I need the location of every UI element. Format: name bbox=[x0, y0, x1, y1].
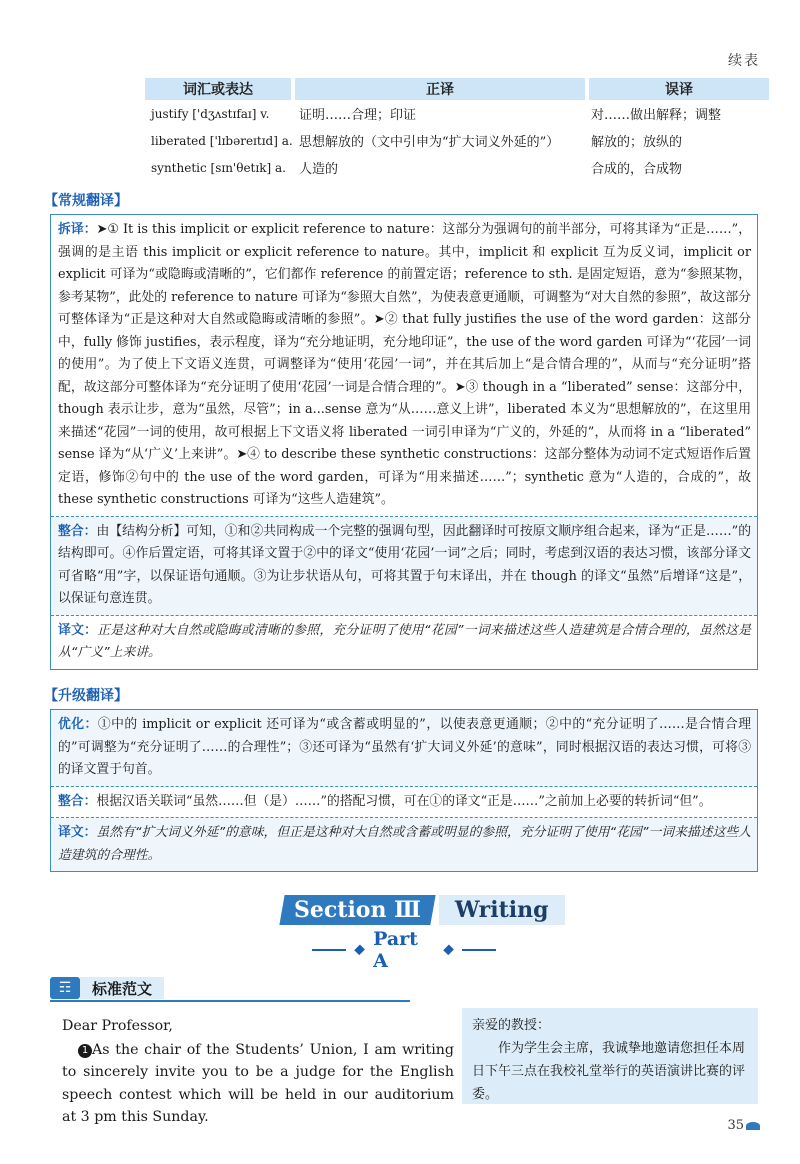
page-number bbox=[727, 1118, 760, 1133]
translation-text: 虽然有“扩大词义外延”的意味，但正是这种对大自然或含蓄或明显的参照，充分证明了使用“花园”一词来描述这些人造建筑的合理性。 bbox=[58, 825, 751, 863]
book-icon: ☶ bbox=[50, 977, 80, 999]
letter-paragraph bbox=[62, 1039, 454, 1129]
integrate-text: 由【结构分析】可知，①和②共同构成一个完整的强调句型，因此翻译时可按原文顺序组合起来，译为“正是……”的结构即可。④作后置定语，可将其译文置于②中的译文“使用‘花园’一词”之后；同时，考虑到汉语的表达习惯，该部分译文可省略“用”字，以保证语句通顺。③为让步状语从句，可将其置于句末译出，并在 though 的译文“虽然”后增译“这是”，以保证句意连贯。 bbox=[58, 523, 752, 606]
sample-letter bbox=[62, 1015, 454, 1129]
optimize-block bbox=[51, 710, 757, 787]
section-banner bbox=[282, 895, 565, 925]
integrate-block bbox=[51, 517, 757, 616]
table-row bbox=[145, 154, 770, 181]
page-number-text: 35 bbox=[727, 1118, 744, 1133]
header-wrong: 误译 bbox=[589, 78, 769, 100]
header-term: 词汇或表达 bbox=[145, 78, 291, 100]
cn-greeting: 亲爱的教授： bbox=[472, 1018, 551, 1033]
wrong-cell: 对……做出解释；调整 bbox=[591, 108, 722, 123]
continued-label: 续表 bbox=[728, 53, 760, 69]
regular-translation-box bbox=[50, 214, 758, 670]
term-cell: liberated ['lɪbəreɪtɪd] a. bbox=[151, 133, 293, 148]
wrong-cell: 合成的，合成物 bbox=[591, 162, 683, 177]
integrate-tag: 整合： bbox=[58, 793, 97, 809]
term-cell: synthetic [sɪn'θetɪk] a. bbox=[151, 160, 286, 175]
translation-block bbox=[51, 616, 757, 669]
vocab-table bbox=[145, 78, 770, 181]
table-row bbox=[145, 100, 770, 127]
chinese-letter-box bbox=[462, 1008, 758, 1104]
analysis-block bbox=[51, 215, 757, 517]
optimize-tag: 优化： bbox=[58, 717, 98, 732]
upgrade-integrate-block bbox=[51, 787, 757, 819]
integrate-tag: 整合： bbox=[58, 523, 97, 539]
integrate-text: 根据汉语关联词“虽然……但（是）……”的搭配习惯，可在①的译文“正是……”之前加上必要的转折词“但”。 bbox=[96, 793, 712, 809]
vocab-table-header bbox=[145, 78, 770, 100]
analysis-tag: 拆译： bbox=[58, 222, 97, 237]
translation-tag: 译文： bbox=[58, 825, 97, 840]
book-corner-icon bbox=[746, 1122, 760, 1130]
diamond-icon bbox=[443, 945, 454, 956]
upgrade-translation-box bbox=[50, 709, 758, 872]
correct-cell: 证明……合理；印证 bbox=[299, 108, 417, 123]
upgrade-translation-block bbox=[51, 818, 757, 871]
standard-sample-label: 标准范文 bbox=[80, 977, 164, 999]
divider bbox=[312, 949, 346, 951]
part-heading bbox=[306, 928, 502, 972]
section-title: Writing bbox=[439, 895, 565, 925]
header-correct: 正译 bbox=[295, 78, 585, 100]
standard-sample-heading bbox=[50, 977, 164, 999]
divider bbox=[50, 1000, 410, 1002]
correct-cell: 人造的 bbox=[299, 162, 339, 177]
sentence-marker: 1 bbox=[78, 1044, 92, 1058]
diamond-icon bbox=[354, 945, 365, 956]
correct-cell: 思想解放的（文中引申为“扩大词义外延的”） bbox=[299, 135, 560, 150]
term-cell: justify ['dʒʌstɪfaɪ] v. bbox=[151, 106, 270, 121]
translation-tag: 译文： bbox=[58, 622, 98, 638]
letter-body: As the chair of the Students’ Union, I am writing to sincerely invite you to be a judge for the English speech contest which will be held in our auditorium at 3 pm this Sunday. bbox=[62, 1041, 454, 1125]
divider bbox=[462, 949, 496, 951]
translation-text: 正是这种对大自然或隐晦或清晰的参照，充分证明了使用“花园”一词来描述这些人造建筑是合情合理的，虽然这是从“广义”上来讲。 bbox=[58, 622, 751, 660]
regular-translation-heading: 【常规翻译】 bbox=[44, 193, 128, 209]
table-row bbox=[145, 127, 770, 154]
optimize-text: ①中的 implicit or explicit 还可译为“或含蓄或明显的”，以使表意更通顺；②中的“充分证明了……是合情合理的”可调整为“充分证明了……的合理性”；③还可译为“虽然有‘扩大词义外延’的意味”，同时根据汉语的表达习惯，可将③的译文置于句首。 bbox=[58, 717, 751, 777]
upgrade-translation-heading: 【升级翻译】 bbox=[44, 688, 128, 704]
section-number: Section Ⅲ bbox=[279, 895, 435, 925]
letter-greeting: Dear Professor, bbox=[62, 1018, 173, 1034]
cn-body: 作为学生会主席，我诚挚地邀请您担任本周日下午三点在我校礼堂举行的英语演讲比赛的评委。 bbox=[472, 1041, 746, 1102]
part-title: Part A bbox=[373, 928, 418, 972]
analysis-text: ➤① It is this implicit or explicit reference to nature：这部分为强调句的前半部分，可将其译为“正是……”，强调的是主语 this implicit or explicit reference to nature。其中，implicit 和 explicit 互为反义词，implicit or explicit 可译为“或隐晦或清晰的”，它们都作 reference 的前置定语；reference to sth. 是固定短语，意为“参照某物，参考某物”，此处的 reference to nature 可译为“参照大自然”，为使表意更通顺，可调整为“对大自然的参照”，故这部分可整体译为“正是这种对大自然或隐晦或清晰的参照”。➤② that fully justifies the use of the word garden：这部分中，fully 修饰 justifies，表示程度，译为“充分地证明，充分地印证”，the use of the word garden 可译为“‘花园’一词的使用”。为了使上下文语义连贯，可调整译为“使用‘花园’一词”，并在其后加上“是合情合理的”，从而与“充分证明”搭配，故这部分可整体译为“充分证明了使用‘花园’一词是合情合理的”。➤③ though in a “liberated” sense：这部分中，though 表示让步，意为“虽然，尽管”；in a...sense 意为“从……意义上讲”，liberated 本义为“思想解放的”，在这里用来描述“花园”一词的使用，故可根据上下文语义将 liberated 一词引申译为“广义的，外延的”，从而将 in a “liberated” sense 译为“从‘广义’上来讲”。➤④ to describe these synthetic constructions：这部分整体为动词不定式短语作后置定语，修饰②句中的 the use of the word garden，可译为“用来描述……”；synthetic 意为“人造的，合成的”，故 these synthetic constructions 可译为“这些人造建筑”。 bbox=[58, 222, 752, 507]
wrong-cell: 解放的；放纵的 bbox=[591, 135, 683, 150]
